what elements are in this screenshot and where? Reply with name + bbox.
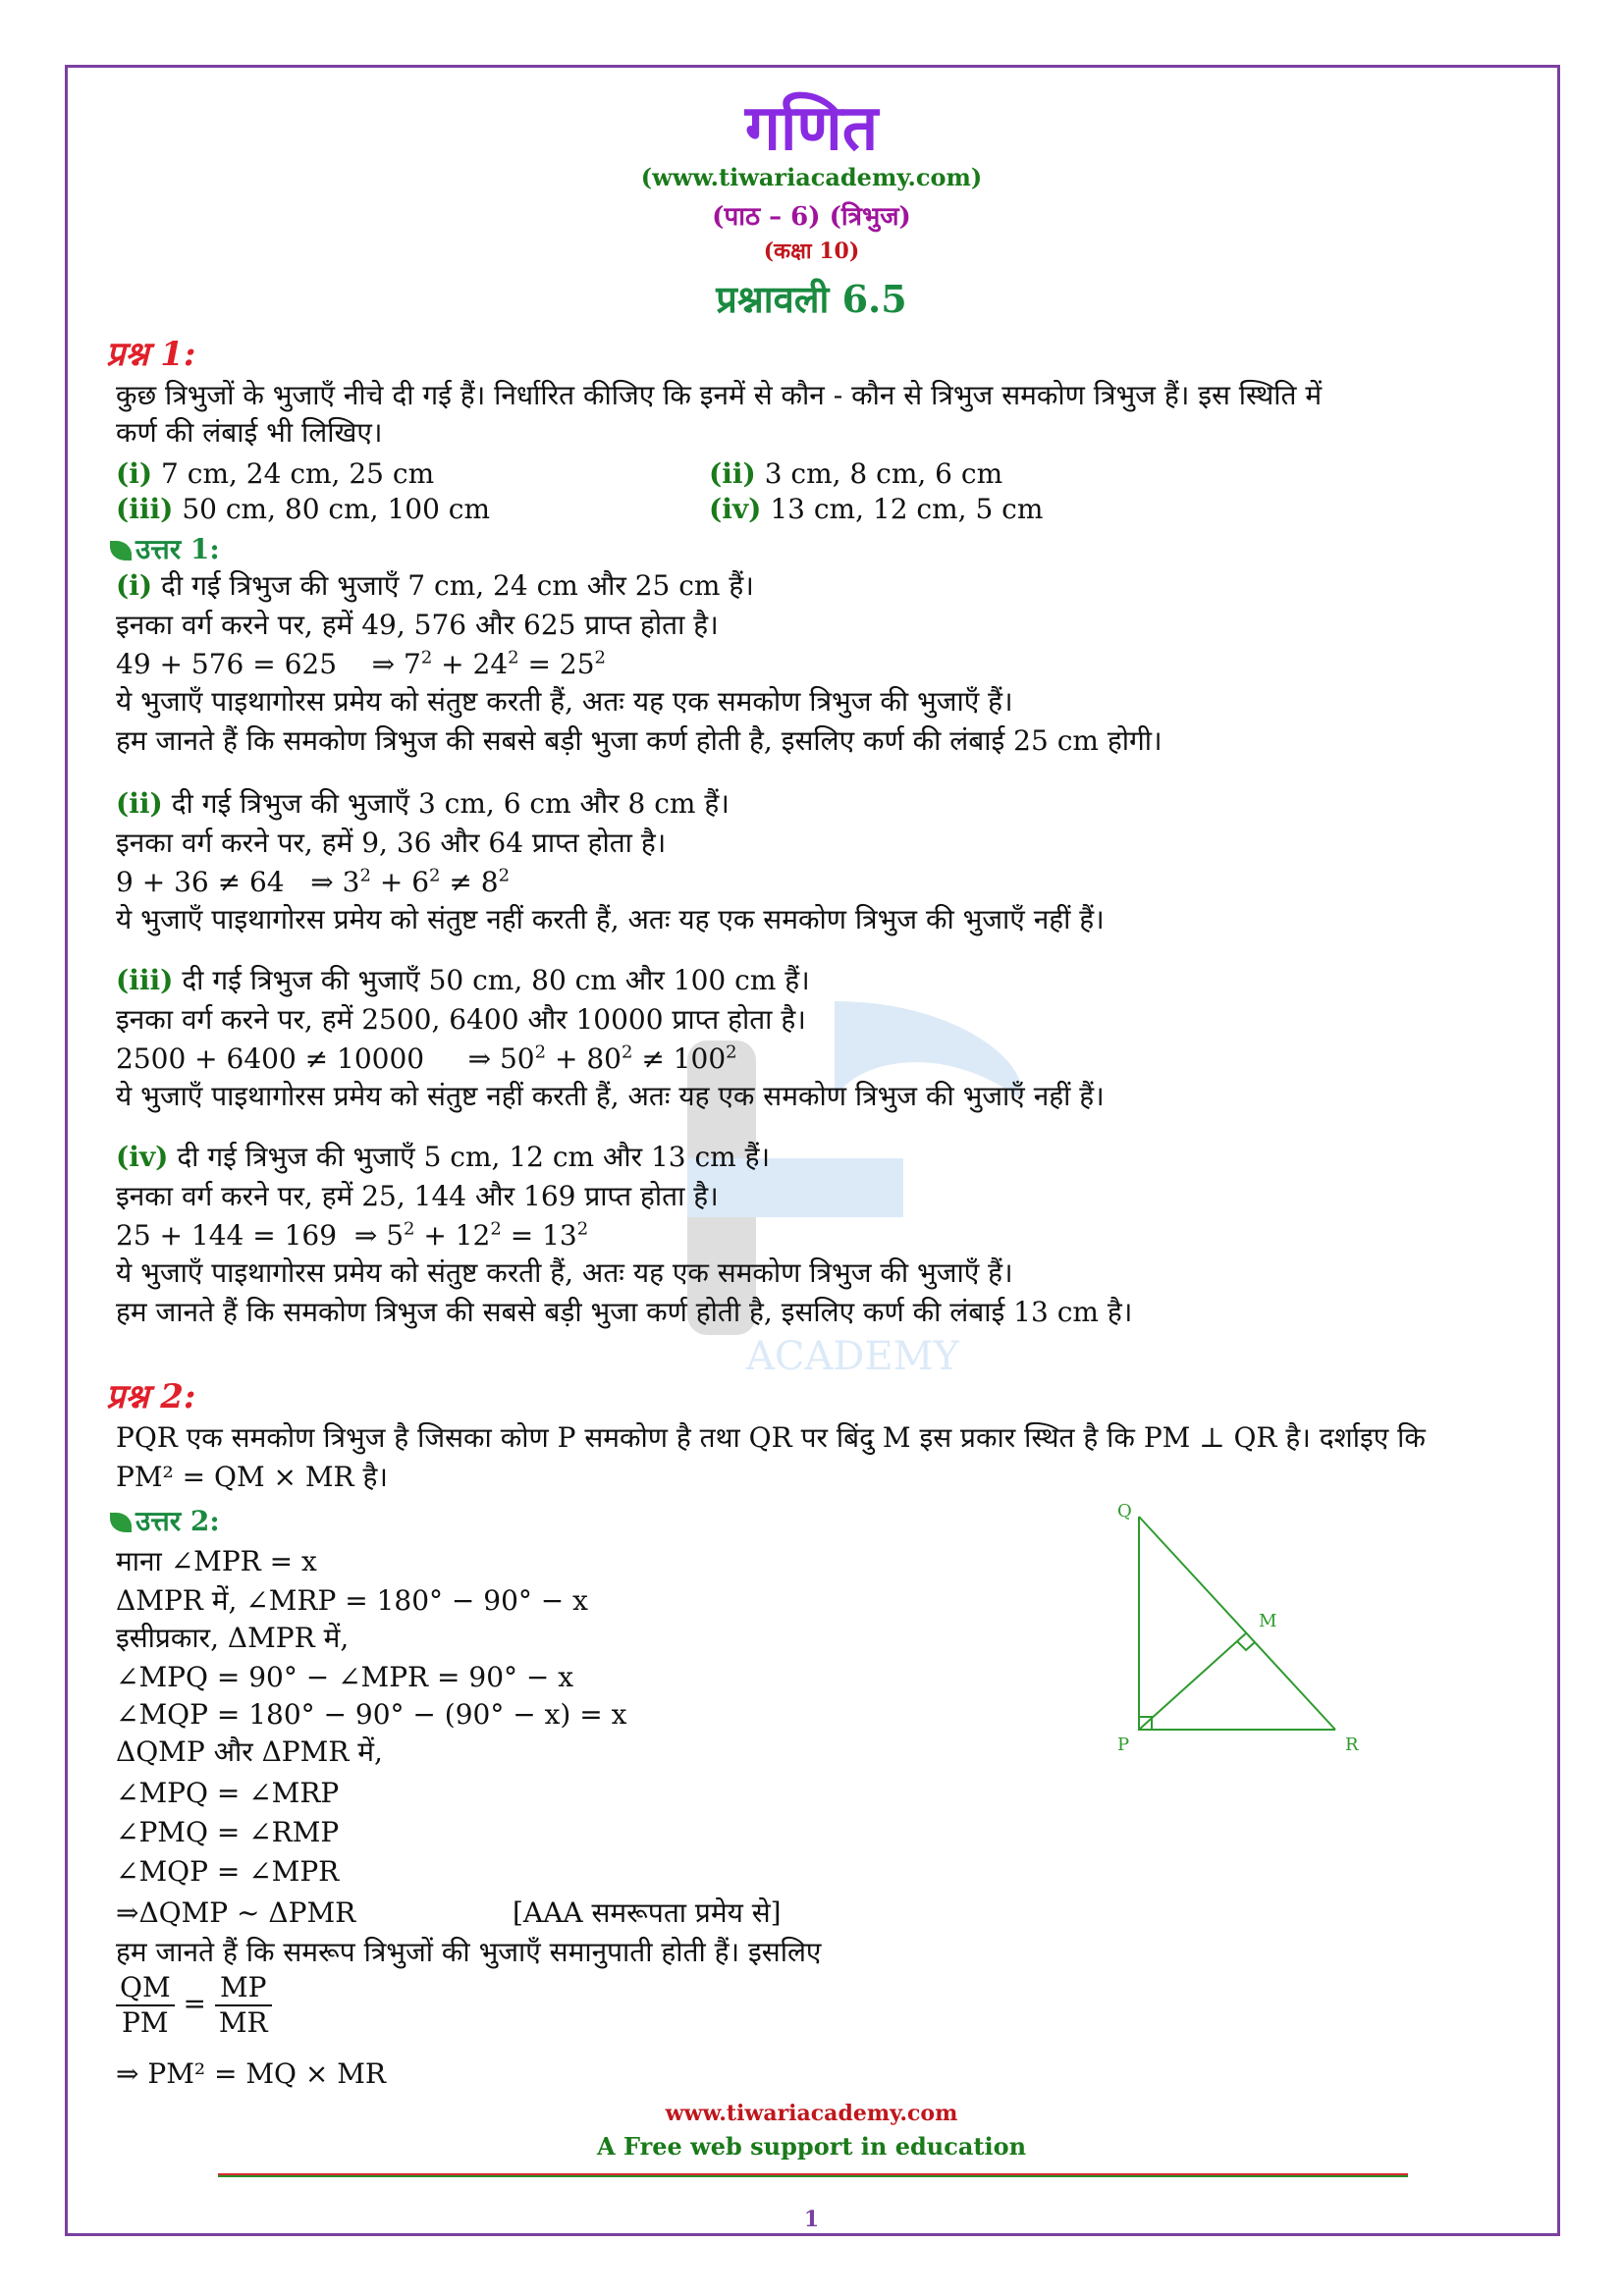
triangle-diagram xyxy=(1100,1497,1375,1762)
class-label: (कक्षा 10) xyxy=(763,239,860,264)
question-2-heading: प्रश्न 2: xyxy=(106,1377,196,1416)
a1-ii-line4: ये भुजाएँ पाइथागोरस प्रमेय को संतुष्ट नहीं करती हैं, अतः यह एक समकोण त्रिभुज की भुजाएँ नहीं हैं। xyxy=(116,903,1105,935)
footer-tagline: A Free web support in education xyxy=(596,2132,1027,2161)
a1-iv-line5: हम जानते हैं कि समकोण त्रिभुज की सबसे बड़ी भुजा कर्ण होती है, इसलिए कर्ण की लंबाई 13 cm है। xyxy=(116,1296,1133,1328)
page-title: गणित xyxy=(744,92,879,165)
exercise-title: प्रश्नावली 6.5 xyxy=(716,277,907,321)
side-qr xyxy=(1139,1517,1335,1730)
a1-ii-line1: (ii) दी गई त्रिभुज की भुजाएँ 3 cm, 6 cm और 8 cm हैं। xyxy=(116,787,730,820)
altitude-pm xyxy=(1139,1632,1247,1730)
page-number: 1 xyxy=(803,2207,820,2232)
a1-iii-line1: (iii) दी गई त्रिभुज की भुजाएँ 50 cm, 80 cm और 100 cm हैं। xyxy=(116,964,810,996)
label-q: Q xyxy=(1117,1501,1132,1522)
a2-line: ⇒ΔQMP ~ ΔPMR xyxy=(116,1896,356,1929)
option-iii: (iii) 50 cm, 80 cm, 100 cm xyxy=(116,493,491,525)
leaf-icon xyxy=(110,541,132,561)
leaf-icon xyxy=(110,1513,132,1532)
a1-i-line2: इनका वर्ग करने पर, हमें 49, 576 और 625 प्राप्त होता है। xyxy=(116,609,719,641)
right-angle-m xyxy=(1237,1641,1255,1650)
a2-line: ∠MPQ = 90° − ∠MPR = 90° − x xyxy=(116,1661,574,1693)
a1-iii-line4: ये भुजाएँ पाइथागोरस प्रमेय को संतुष्ट नहीं करती हैं, अतः यह एक समकोण त्रिभुज की भुजाएँ नहीं हैं। xyxy=(116,1080,1105,1112)
a1-iv-line1: (iv) दी गई त्रिभुज की भुजाएँ 5 cm, 12 cm और 13 cm हैं। xyxy=(116,1141,771,1173)
chapter-title: (पाठ – 6) (त्रिभुज) xyxy=(712,202,911,232)
a2-line: हम जानते हैं कि समरूप त्रिभुजों की भुजाएँ समानुपाती होती हैं। इसलिए xyxy=(116,1936,822,1968)
option-i: (i) 7 cm, 24 cm, 25 cm xyxy=(116,457,435,490)
footer-website: www.tiwariacademy.com xyxy=(665,2101,958,2126)
watermark-text: ACADEMY xyxy=(746,1334,960,1379)
question-2-text-line1: PQR एक समकोण त्रिभुज है जिसका कोण P समकोण है तथा QR पर बिंदु M इस प्रकार स्थित है कि PM ⊥ QR है। दर्शाइए कि xyxy=(116,1421,1426,1454)
a1-iv-line4: ये भुजाएँ पाइथागोरस प्रमेय को संतुष्ट करती हैं, अतः यह एक समकोण त्रिभुज की भुजाएँ हैं। xyxy=(116,1256,1013,1289)
a1-iv-equation: 25 + 144 = 169 ⇒ $5^2 + 12^2 = 13^2$ xyxy=(116,1218,589,1252)
footer-divider xyxy=(218,2173,1408,2177)
a2-conclusion: ⇒ PM² = MQ × MR xyxy=(116,2057,386,2090)
a1-i-equation: 49 + 576 = 625 ⇒ $7^2 + 24^2 = 25^2$ xyxy=(116,647,606,680)
answer-1-heading: उत्तर 1: xyxy=(110,530,220,567)
a1-iii-line2: इनका वर्ग करने पर, हमें 2500, 6400 और 10000 प्राप्त होता है। xyxy=(116,1003,806,1036)
option-iv: (iv) 13 cm, 12 cm, 5 cm xyxy=(709,493,1044,525)
answer-2-heading: उत्तर 2: xyxy=(110,1502,220,1539)
a2-line: ΔMPR में, ∠MRP = 180° − 90° − x xyxy=(116,1584,588,1617)
question-1-text-line2: कर्ण की लंबाई भी लिखिए। xyxy=(116,416,383,449)
a2-line: ∠PMQ = ∠RMP xyxy=(116,1816,340,1848)
a1-iii-equation: 2500 + 6400 ≠ 10000 ⇒ $50^2 + 80^2 \ne 100^2$ xyxy=(116,1041,737,1075)
a2-similarity-reason: [AAA समरूपता प्रमेय से] xyxy=(513,1896,782,1929)
a2-line: माना ∠MPR = x xyxy=(116,1545,317,1577)
label-m: M xyxy=(1259,1611,1277,1631)
option-ii: (ii) 3 cm, 8 cm, 6 cm xyxy=(709,457,1003,490)
header-website: (www.tiwariacademy.com) xyxy=(640,163,983,191)
a2-line: ∠MQP = ∠MPR xyxy=(116,1855,340,1888)
a2-line: ∠MPQ = ∠MRP xyxy=(116,1777,340,1809)
a1-i-line1: (i) दी गई त्रिभुज की भुजाएँ 7 cm, 24 cm और 25 cm हैं। xyxy=(116,569,754,602)
a1-ii-equation: 9 + 36 ≠ 64 ⇒ $3^2 + 6^2 \ne 8^2$ xyxy=(116,865,511,898)
label-p: P xyxy=(1117,1735,1130,1755)
question-1-text-line1: कुछ त्रिभुजों के भुजाएँ नीचे दी गई हैं। निर्धारित कीजिए कि इनमें से कौन - कौन से त्रिभुज समकोण त्रिभुज हैं। इस स्थिति में xyxy=(116,379,1323,411)
a2-line: ∠MQP = 180° − 90° − (90° − x) = x xyxy=(116,1698,627,1731)
question-2-text-line2: PM² = QM × MR है। xyxy=(116,1461,389,1493)
a2-fraction: $\frac{QM}{PM}$ = $\frac{MP}{MR}$ xyxy=(116,1971,272,2040)
question-1-heading: प्रश्न 1: xyxy=(106,335,196,374)
a1-iv-line2: इनका वर्ग करने पर, हमें 25, 144 और 169 प्राप्त होता है। xyxy=(116,1180,719,1212)
a1-ii-line2: इनका वर्ग करने पर, हमें 9, 36 और 64 प्राप्त होता है। xyxy=(116,827,667,859)
a1-i-line5: हम जानते हैं कि समकोण त्रिभुज की सबसे बड़ी भुजा कर्ण होती है, इसलिए कर्ण की लंबाई 25 cm होगी। xyxy=(116,724,1163,757)
a2-line: ΔQMP और ΔPMR में, xyxy=(116,1735,383,1768)
a2-line: इसीप्रकार, ΔMPR में, xyxy=(116,1622,350,1654)
a1-i-line4: ये भुजाएँ पाइथागोरस प्रमेय को संतुष्ट करती हैं, अतः यह एक समकोण त्रिभुज की भुजाएँ हैं। xyxy=(116,685,1013,718)
label-r: R xyxy=(1345,1735,1359,1755)
